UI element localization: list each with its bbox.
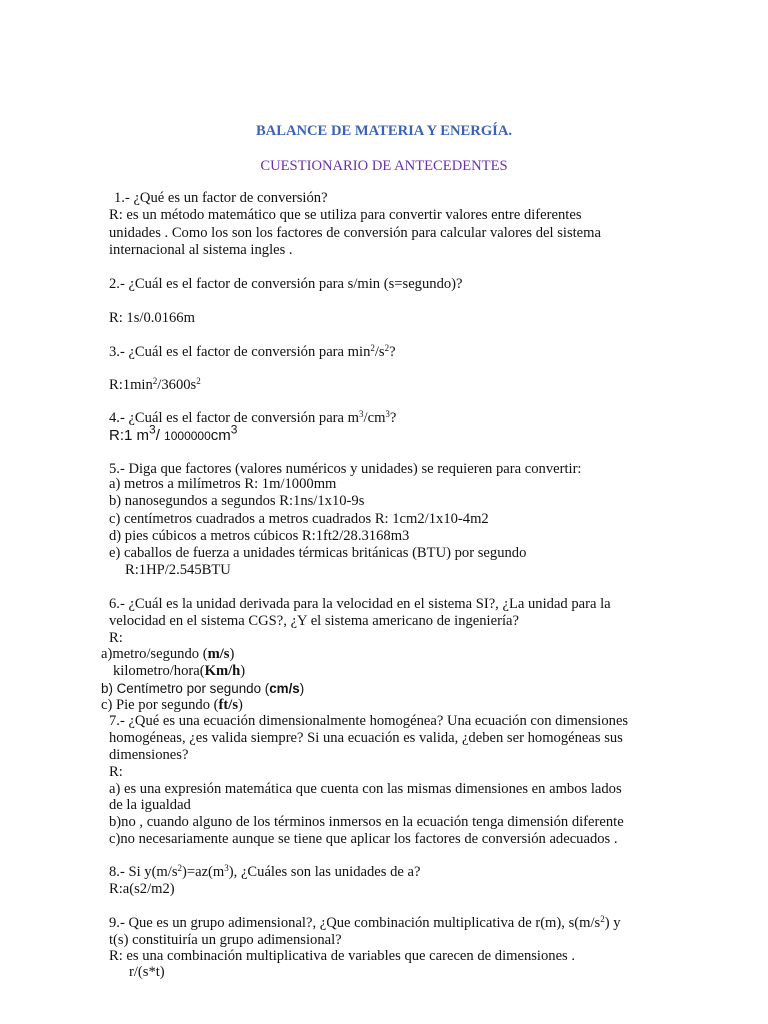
answer-6-a2: kilometro/hora(Km/h)	[113, 663, 246, 679]
question-7-line-2: homogéneas, ¿es valida siempre? Si una ecuación es valida, ¿deben ser homogéneas sus	[109, 730, 623, 746]
answer-7-line: a) es una expresión matemática que cuenta con las mismas dimensiones en ambos lados	[109, 781, 622, 797]
document-title: BALANCE DE MATERIA Y ENERGÍA.	[255, 123, 513, 139]
answer-6-c: c) Pie por segundo (ft/s)	[101, 697, 243, 713]
answer-7-line: b)no , cuando alguno de los términos inmersos en la ecuación tenga dimensión diferente	[109, 814, 624, 830]
answer-8: R:a(s2/m2)	[109, 881, 175, 897]
question-6-line-1: 6.- ¿Cuál es la unidad derivada para la velocidad en el sistema SI?, ¿La unidad para la	[109, 596, 611, 612]
question-1: 1.- ¿Qué es un factor de conversión?	[114, 190, 328, 206]
answer-6-label: R:	[109, 630, 123, 646]
answer-5-item: a) metros a milímetros R: 1m/1000mm	[109, 476, 337, 492]
question-3: 3.- ¿Cuál es el factor de conversión para $\min^2/s^2$?	[109, 343, 396, 360]
question-9-line-1: 9.- Que es un grupo adimensional?, ¿Que combinación multiplicativa de r(m), $s(m/s^2)$ y	[109, 914, 621, 931]
answer-5-item: b) nanosegundos a segundos R:1ns/1x10-9s	[109, 493, 365, 509]
answer-7-line: c)no necesariamente aunque se tiene que aplicar los factores de conversión adecuados .	[109, 831, 618, 847]
answer-7-label: R:	[109, 764, 123, 780]
answer-1-line-2: unidades . Como los son los factores de conversión para calcular valores del sistema	[109, 225, 601, 241]
answer-5-item: R:1HP/2.545BTU	[125, 562, 231, 578]
question-9-line-2: t(s) constituiría un grupo adimensional?	[109, 932, 342, 948]
answer-9: R: es una combinación multiplicativa de variables que carecen de dimensiones .	[109, 948, 576, 964]
answer-2: R: 1s/0.0166m	[109, 310, 195, 326]
question-5: 5.- Diga que factores (valores numéricos y unidades) se requieren para convertir:	[109, 461, 582, 477]
question-4: 4.- ¿Cuál es el factor de conversión para $m^3/cm^3$?	[109, 409, 397, 426]
answer-5-item: e) caballos de fuerza a unidades térmicas británicas (BTU) por segundo	[109, 545, 527, 561]
question-7-line-3: dimensiones?	[109, 747, 189, 763]
answer-5-item: d) pies cúbicos a metros cúbicos R:1ft2/28.3168m3	[109, 528, 410, 544]
question-8: 8.- Si $y(m/s^2)=az(m^3)$, ¿Cuáles son las unidades de a?	[109, 863, 421, 880]
answer-1-line-1: R: es un método matemático que se utiliza para convertir valores entre diferentes	[109, 207, 582, 223]
document-subtitle: CUESTIONARIO DE ANTECEDENTES	[260, 158, 508, 174]
answer-6-b: b) Centímetro por segundo (cm/s)	[101, 681, 305, 696]
answer-5-item: c) centímetros cuadrados a metros cuadrados R: 1cm2/1x10-4m2	[109, 511, 489, 527]
answer-4: R:1 $m^3/$ $1000000cm^3$	[109, 422, 238, 444]
answer-1-line-3: internacional al sistema ingles .	[109, 242, 293, 258]
answer-9-formula: r/(s*t)	[129, 964, 165, 980]
answer-7-line: de la igualdad	[109, 797, 191, 813]
answer-3: $R:1\min^2/3600s^2$	[109, 376, 201, 393]
question-6-line-2: velocidad en el sistema CGS?, ¿Y el sistema americano de ingeniería?	[109, 613, 519, 629]
answer-6-a: a)metro/segundo (m/s)	[101, 646, 235, 662]
question-7-line-1: 7.- ¿Qué es una ecuación dimensionalmente homogénea? Una ecuación con dimensiones	[109, 713, 629, 729]
question-2: 2.- ¿Cuál es el factor de conversión para s/min (s=segundo)?	[109, 276, 463, 292]
